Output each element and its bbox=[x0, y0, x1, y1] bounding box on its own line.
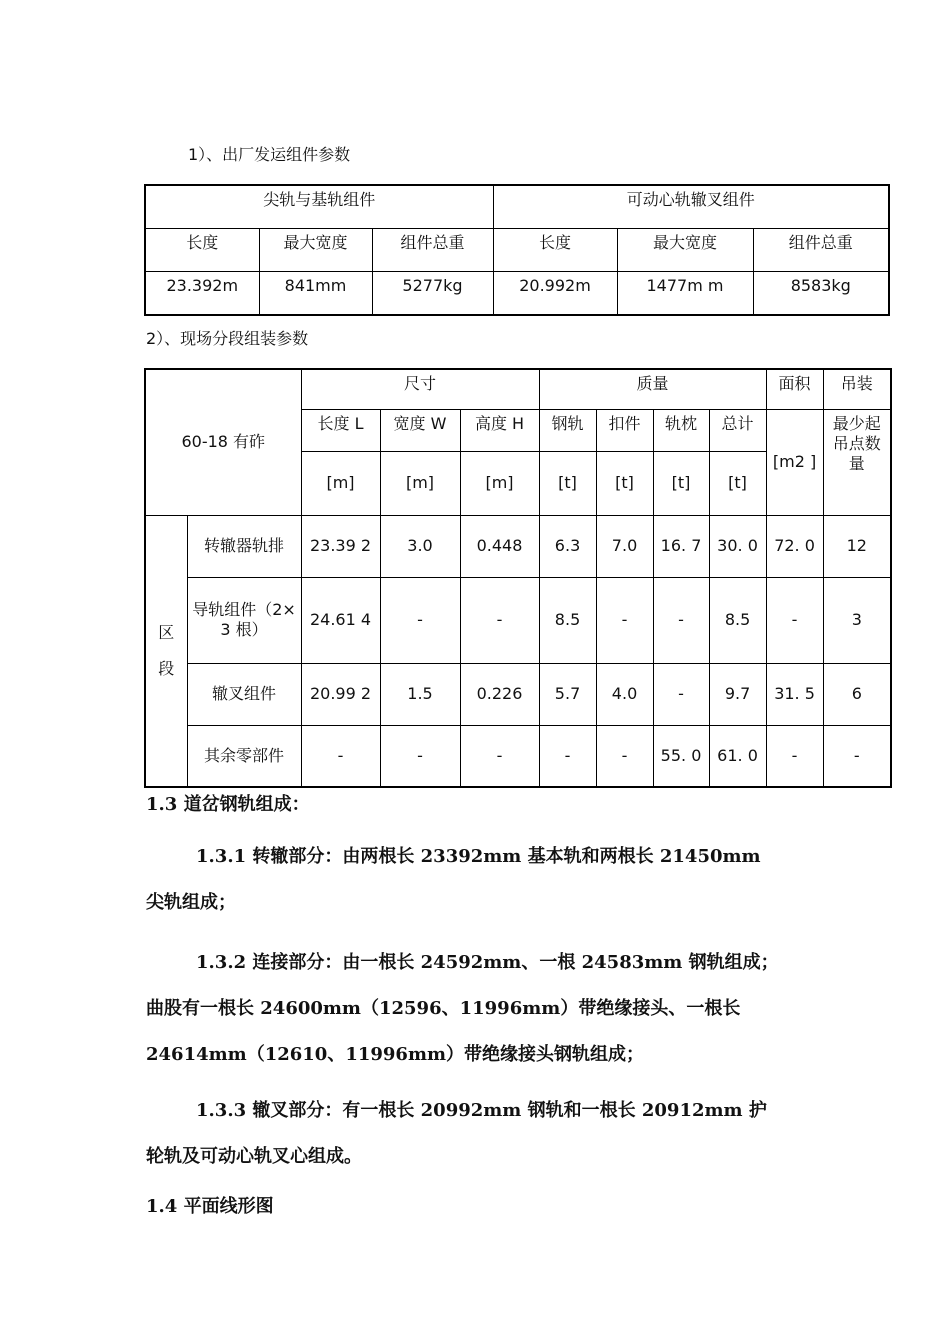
table-cell: 23.39 2 bbox=[301, 515, 380, 577]
paragraph-line: 轮轨及可动心轨叉心组成。 bbox=[146, 1146, 362, 1167]
header-cell: 组件总重 bbox=[372, 229, 493, 272]
table-cell: 8.5 bbox=[709, 577, 766, 663]
table-cell: - bbox=[380, 577, 460, 663]
row-name: 辙叉组件 bbox=[187, 663, 301, 725]
value-cell: 1477m m bbox=[617, 272, 753, 316]
table-cell: - bbox=[460, 577, 539, 663]
paragraph-1-3-1 bbox=[146, 834, 846, 926]
header-cell: 最大宽度 bbox=[617, 229, 753, 272]
group-header-size: 尺寸 bbox=[301, 369, 539, 409]
paragraph-line: 1.3.2 连接部分：由一根长 24592mm、一根 24583mm 钢轨组成； bbox=[196, 952, 779, 973]
table-cell: - bbox=[380, 725, 460, 787]
table-cell: - bbox=[301, 725, 380, 787]
unit-cell: [t] bbox=[653, 451, 709, 515]
shipping-parameters-table bbox=[144, 184, 890, 316]
value-cell: 23.392m bbox=[145, 272, 259, 316]
corner-cell: 60-18 有砟 bbox=[145, 369, 301, 515]
unit-cell: [t] bbox=[596, 451, 653, 515]
table-cell: 5.7 bbox=[539, 663, 596, 725]
section1-title: 1）、出厂发运组件参数 bbox=[188, 145, 351, 164]
paragraph-1-3-3 bbox=[146, 1088, 846, 1180]
table-cell: - bbox=[766, 725, 823, 787]
table-cell: 7.0 bbox=[596, 515, 653, 577]
table-cell: 20.99 2 bbox=[301, 663, 380, 725]
value-cell: 20.992m bbox=[493, 272, 617, 316]
header-cell: 长度 bbox=[493, 229, 617, 272]
group-header-area: 面积 bbox=[766, 369, 823, 409]
sub-header: 扣件 bbox=[596, 409, 653, 451]
table-cell: 6.3 bbox=[539, 515, 596, 577]
unit-cell: [m] bbox=[460, 451, 539, 515]
table-cell: 72. 0 bbox=[766, 515, 823, 577]
assembly-parameters-table bbox=[144, 368, 892, 788]
section2-title: 2）、现场分段组装参数 bbox=[146, 329, 309, 348]
table-cell: - bbox=[460, 725, 539, 787]
table-cell: 61. 0 bbox=[709, 725, 766, 787]
table-cell: - bbox=[539, 725, 596, 787]
sub-header: 轨枕 bbox=[653, 409, 709, 451]
table-cell: 1.5 bbox=[380, 663, 460, 725]
header-cell: 长度 bbox=[145, 229, 259, 272]
group-header-lift: 吊装 bbox=[823, 369, 891, 409]
table-cell: 30. 0 bbox=[709, 515, 766, 577]
group-header-point-rail: 尖轨与基轨组件 bbox=[145, 185, 493, 229]
area-unit: [m2 ] bbox=[766, 409, 823, 515]
table-cell: 55. 0 bbox=[653, 725, 709, 787]
table-cell: - bbox=[766, 577, 823, 663]
paragraph-line: 曲股有一根长 24600mm（12596、11996mm）带绝缘接头、一根长 bbox=[146, 998, 741, 1019]
group-header-frog: 可动心轨辙叉组件 bbox=[493, 185, 889, 229]
table-cell: 0.226 bbox=[460, 663, 539, 725]
paragraph-1-3-2 bbox=[146, 940, 846, 1078]
table-cell: 12 bbox=[823, 515, 891, 577]
table-cell: 8.5 bbox=[539, 577, 596, 663]
table-cell: 9.7 bbox=[709, 663, 766, 725]
paragraph-line: 尖轨组成； bbox=[146, 892, 236, 913]
value-cell: 5277kg bbox=[372, 272, 493, 316]
table-cell: 31. 5 bbox=[766, 663, 823, 725]
paragraph-line: 24614mm（12610、11996mm）带绝缘接头钢轨组成； bbox=[146, 1044, 645, 1065]
sub-header: 钢轨 bbox=[539, 409, 596, 451]
unit-cell: [t] bbox=[539, 451, 596, 515]
row-name: 其余零部件 bbox=[187, 725, 301, 787]
section-label: 区 段 bbox=[145, 515, 187, 787]
value-cell: 8583kg bbox=[753, 272, 889, 316]
table-cell: 6 bbox=[823, 663, 891, 725]
header-cell: 组件总重 bbox=[753, 229, 889, 272]
table-cell: 4.0 bbox=[596, 663, 653, 725]
lift-point-header: 最少起吊点数量 bbox=[823, 409, 891, 515]
table-cell: 16. 7 bbox=[653, 515, 709, 577]
unit-cell: [m] bbox=[380, 451, 460, 515]
heading-1-4: 1.4 平面线形图 bbox=[146, 1196, 274, 1217]
table-cell: 24.61 4 bbox=[301, 577, 380, 663]
header-cell: 最大宽度 bbox=[259, 229, 372, 272]
sub-header: 长度 L bbox=[301, 409, 380, 451]
sub-header: 高度 H bbox=[460, 409, 539, 451]
unit-cell: [m] bbox=[301, 451, 380, 515]
table-cell: - bbox=[653, 663, 709, 725]
table-cell: 0.448 bbox=[460, 515, 539, 577]
group-header-mass: 质量 bbox=[539, 369, 766, 409]
sub-header: 总计 bbox=[709, 409, 766, 451]
row-name: 转辙器轨排 bbox=[187, 515, 301, 577]
row-name: 导轨组件（2×3 根） bbox=[187, 577, 301, 663]
heading-1-3: 1.3 道岔钢轨组成： bbox=[146, 794, 310, 815]
table-cell: - bbox=[596, 725, 653, 787]
paragraph-line: 1.3.1 转辙部分：由两根长 23392mm 基本轨和两根长 21450mm bbox=[196, 846, 761, 867]
paragraph-line: 1.3.3 辙叉部分：有一根长 20992mm 钢轨和一根长 20912mm 护 bbox=[196, 1100, 767, 1121]
table-cell: - bbox=[823, 725, 891, 787]
table-cell: - bbox=[653, 577, 709, 663]
sub-header: 宽度 W bbox=[380, 409, 460, 451]
table-cell: 3 bbox=[823, 577, 891, 663]
value-cell: 841mm bbox=[259, 272, 372, 316]
table-cell: - bbox=[596, 577, 653, 663]
unit-cell: [t] bbox=[709, 451, 766, 515]
table-cell: 3.0 bbox=[380, 515, 460, 577]
